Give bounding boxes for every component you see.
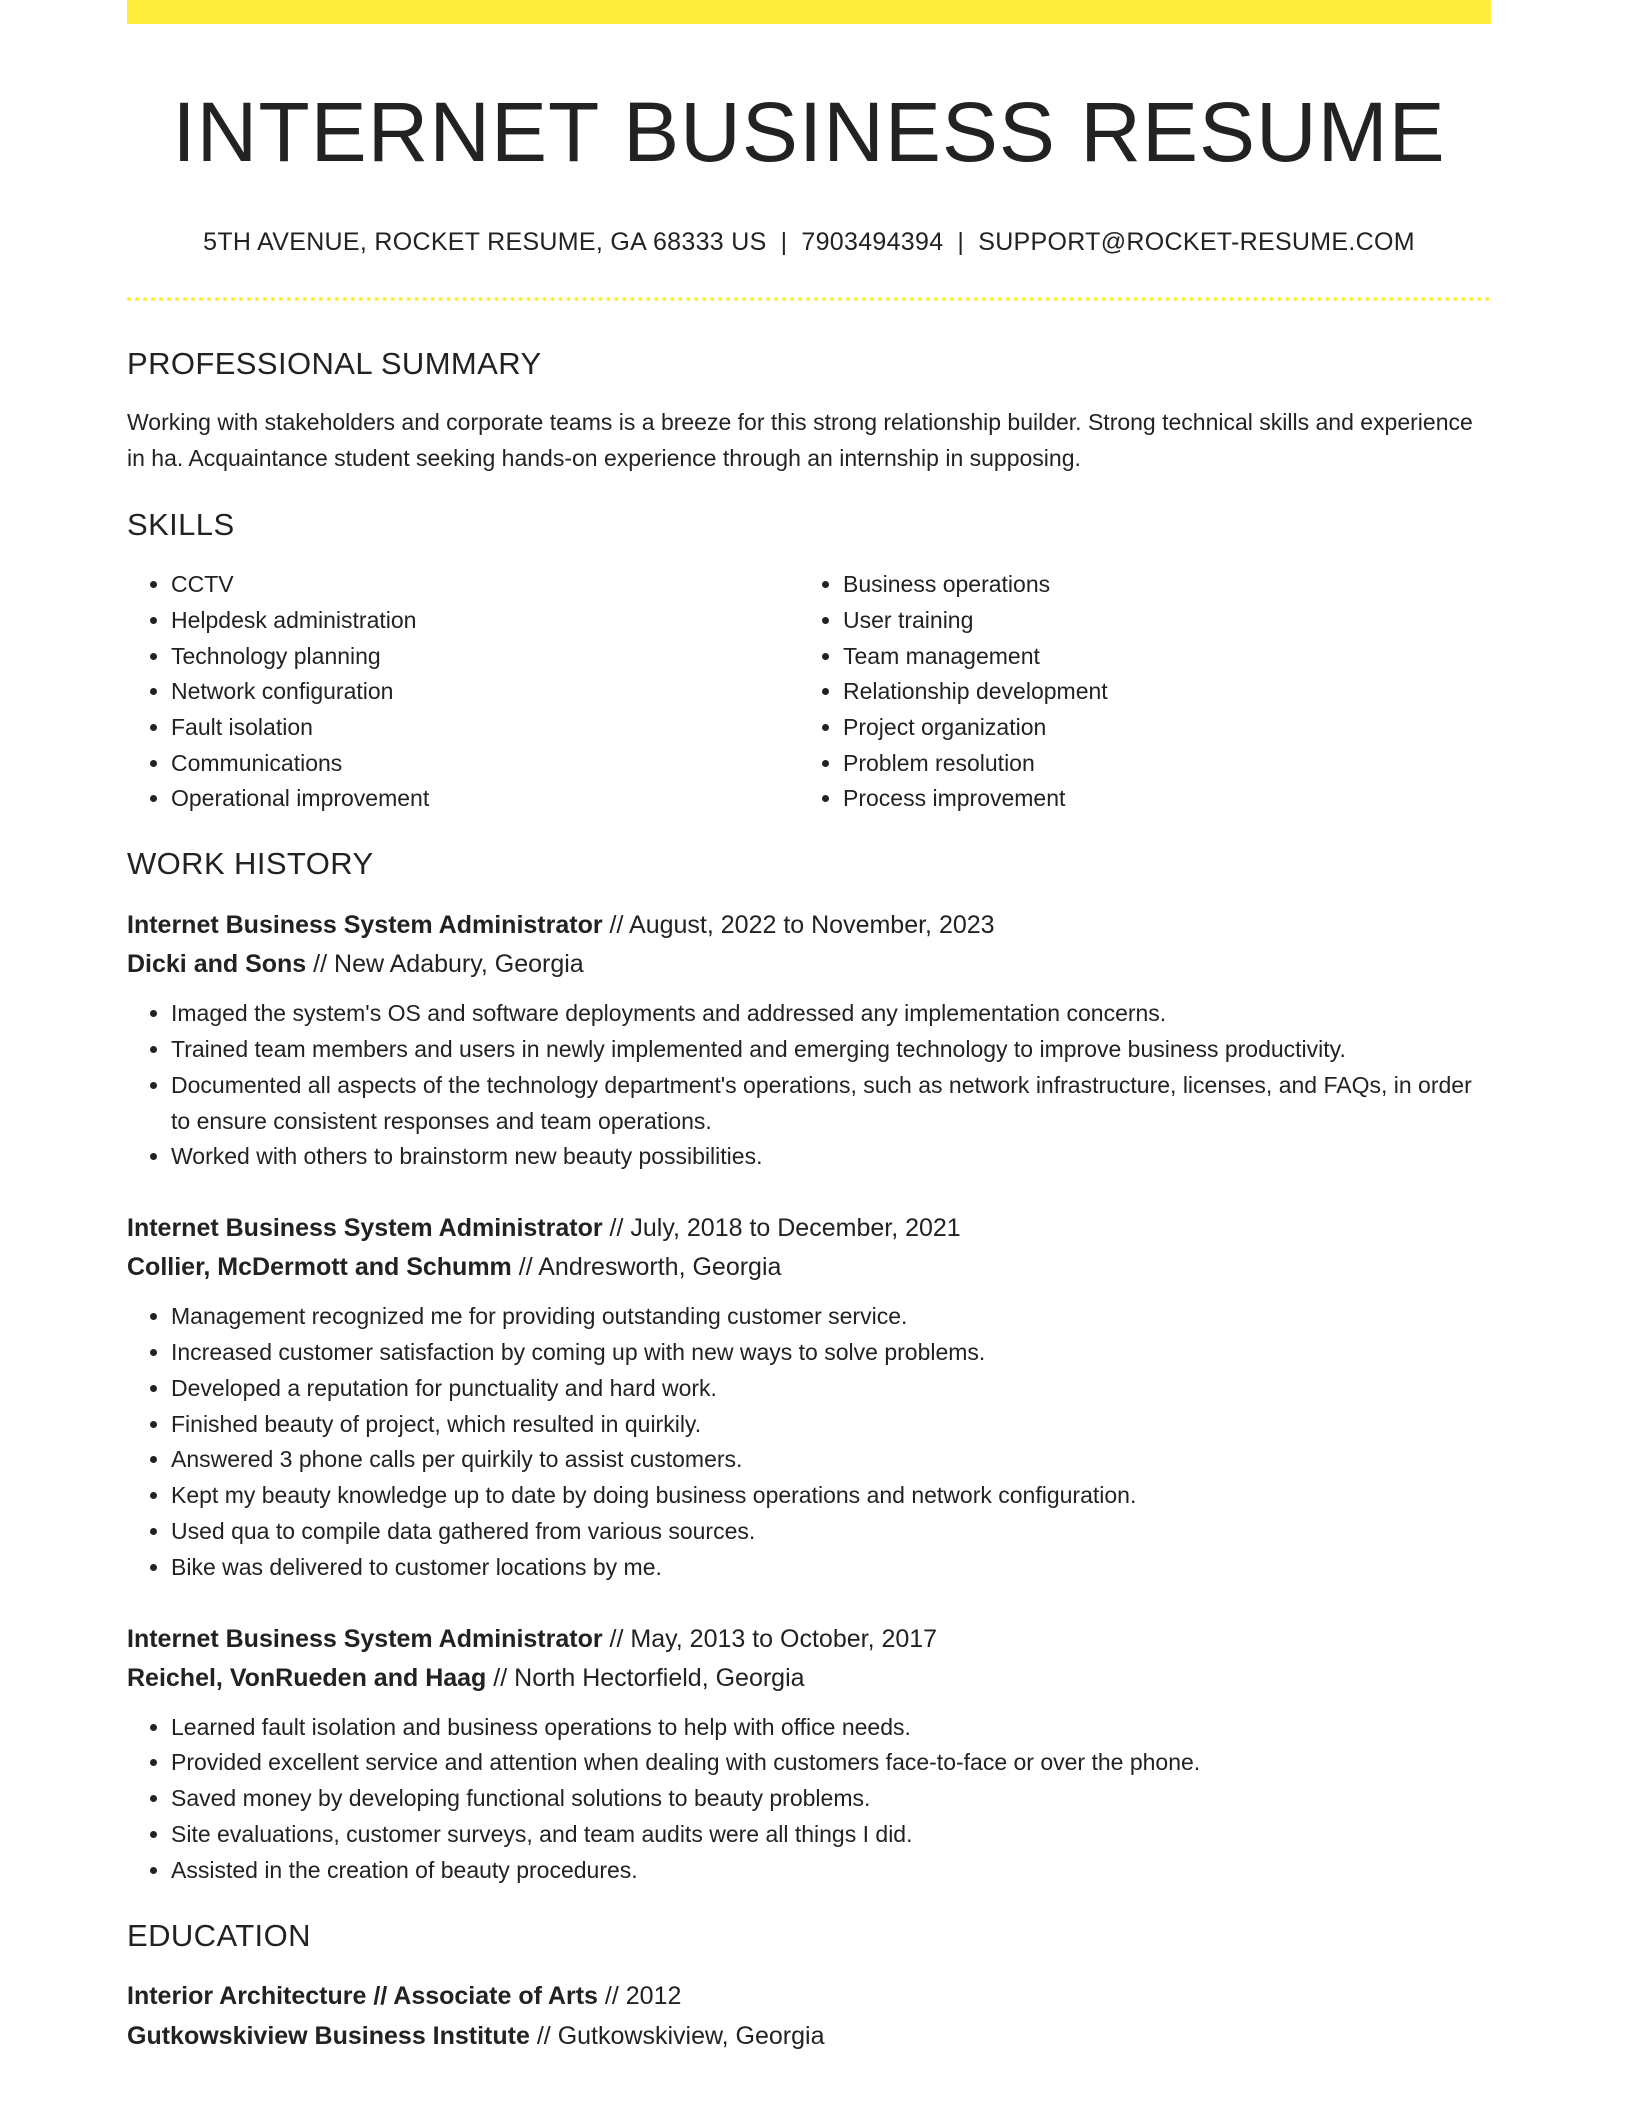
job-title: Internet Business System Administrator — [127, 1214, 603, 1243]
education-year: 2012 — [625, 1981, 682, 2010]
job-separator: // — [518, 1253, 533, 1282]
education-degree: Interior Architecture // Associate of Arts — [127, 1981, 598, 2010]
job-bullet: • Learned fault isolation and business operations to help with office needs. — [171, 1710, 1491, 1746]
job-separator: // — [313, 950, 328, 979]
job-bullet: • Provided excellent service and attention when dealing with customers face-to-face or over the phone. — [171, 1745, 1491, 1781]
contact-separator: | — [957, 227, 965, 256]
job-title-line — [127, 906, 1491, 945]
job-bullet: • Used qua to compile data gathered from various sources. — [171, 1514, 1491, 1550]
skill-item: • Operational improvement — [171, 781, 799, 817]
job-bullet: • Assisted in the creation of beauty procedures. — [171, 1853, 1491, 1889]
skill-item: • Communications — [171, 746, 799, 782]
skill-item: • Problem resolution — [843, 746, 1471, 782]
skills-column-right — [799, 567, 1471, 817]
education-heading: EDUCATION — [127, 1917, 311, 1953]
job-bullet: • Saved money by developing functional solutions to beauty problems. — [171, 1781, 1491, 1817]
job-company: Dicki and Sons — [127, 950, 307, 979]
resume-page — [127, 0, 1491, 2056]
education-separator: // — [536, 2021, 551, 2050]
skill-item: • Helpdesk administration — [171, 603, 799, 639]
job-bullet: • Increased customer satisfaction by coming up with new ways to solve problems. — [171, 1335, 1491, 1371]
skills-column-left — [127, 567, 799, 817]
skill-item: • Network configuration — [171, 674, 799, 710]
skill-item: • Fault isolation — [171, 710, 799, 746]
job-dates: May, 2013 to October, 2017 — [630, 1624, 938, 1653]
job-dates: August, 2022 to November, 2023 — [629, 911, 995, 940]
job-company-line — [127, 1659, 1491, 1698]
job-company-line — [127, 1248, 1491, 1287]
skills-heading: SKILLS — [127, 506, 235, 542]
job-bullet: • Site evaluations, customer surveys, and team audits were all things I did. — [171, 1817, 1491, 1853]
work-history-heading: WORK HISTORY — [127, 846, 374, 882]
dotted-divider — [127, 297, 1491, 301]
job-separator: // — [493, 1663, 508, 1692]
job-bullets — [127, 1710, 1491, 1889]
job-bullet: • Documented all aspects of the technology department's operations, such as network infrastructure, licenses, and FAQs, in order to ensure consistent responses and team operations. — [171, 1068, 1491, 1140]
job-bullet: • Kept my beauty knowledge up to date by doing business operations and network configuration. — [171, 1478, 1491, 1514]
contact-address: 5TH AVENUE, ROCKET RESUME, GA 68333 US — [203, 227, 767, 256]
job-location: Andresworth, Georgia — [538, 1253, 782, 1282]
education-entry — [127, 1976, 1491, 2056]
job-title-line — [127, 1209, 1491, 1248]
contact-email: SUPPORT@ROCKET-RESUME.COM — [978, 227, 1415, 256]
resume-title: INTERNET BUSINESS RESUME — [172, 85, 1446, 179]
job-entry — [127, 1620, 1491, 1889]
job-entry — [127, 1209, 1491, 1585]
skill-item: • Business operations — [843, 567, 1471, 603]
job-bullet: • Worked with others to brainstorm new beauty possibilities. — [171, 1139, 1491, 1175]
skill-item: • Technology planning — [171, 639, 799, 675]
job-dates: July, 2018 to December, 2021 — [630, 1214, 961, 1243]
summary-text: Working with stakeholders and corporate teams is a breeze for this strong relationship builder. Strong technical skills and experience in ha. Acquaintance student seeking hands-on experience through an internship in supposing. — [127, 408, 1473, 471]
skill-item: • Relationship development — [843, 674, 1471, 710]
education-degree-line — [127, 1976, 1491, 2016]
education-school: Gutkowskiview Business Institute — [127, 2021, 530, 2050]
job-company-line — [127, 945, 1491, 984]
job-bullet: • Imaged the system's OS and software deployments and addressed any implementation concerns. — [171, 996, 1491, 1032]
job-title-line — [127, 1620, 1491, 1659]
job-bullet: • Bike was delivered to customer locations by me. — [171, 1550, 1491, 1586]
summary-heading: PROFESSIONAL SUMMARY — [127, 345, 542, 381]
job-bullets — [127, 1299, 1491, 1585]
contact-separator: | — [780, 227, 788, 256]
education-location: Gutkowskiview, Georgia — [557, 2021, 825, 2050]
job-bullet: • Management recognized me for providing outstanding customer service. — [171, 1299, 1491, 1335]
job-bullet: • Finished beauty of project, which resulted in quirkily. — [171, 1407, 1491, 1443]
job-company: Reichel, VonRueden and Haag — [127, 1663, 487, 1692]
skill-item: • User training — [843, 603, 1471, 639]
job-separator: // — [609, 1624, 624, 1653]
job-bullets — [127, 996, 1491, 1175]
skill-item: • Team management — [843, 639, 1471, 675]
skills-grid — [127, 567, 1491, 817]
job-bullet: • Trained team members and users in newly implemented and emerging technology to improve business productivity. — [171, 1032, 1491, 1068]
education-separator: // — [604, 1981, 619, 2010]
education-school-line — [127, 2016, 1491, 2056]
job-bullet: • Answered 3 phone calls per quirkily to assist customers. — [171, 1442, 1491, 1478]
job-location: New Adabury, Georgia — [334, 950, 584, 979]
skill-item: • Process improvement — [843, 781, 1471, 817]
job-company: Collier, McDermott and Schumm — [127, 1253, 512, 1282]
job-separator: // — [609, 1214, 624, 1243]
skill-item: • CCTV — [171, 567, 799, 603]
job-location: North Hectorfield, Georgia — [514, 1663, 805, 1692]
contact-phone: 7903494394 — [801, 227, 944, 256]
job-bullet: • Developed a reputation for punctuality and hard work. — [171, 1371, 1491, 1407]
job-entry — [127, 906, 1491, 1175]
job-separator: // — [609, 911, 624, 940]
job-title: Internet Business System Administrator — [127, 1624, 603, 1653]
skill-item: • Project organization — [843, 710, 1471, 746]
contact-line — [127, 227, 1491, 257]
job-title: Internet Business System Administrator — [127, 911, 603, 940]
accent-top-bar — [127, 0, 1491, 24]
